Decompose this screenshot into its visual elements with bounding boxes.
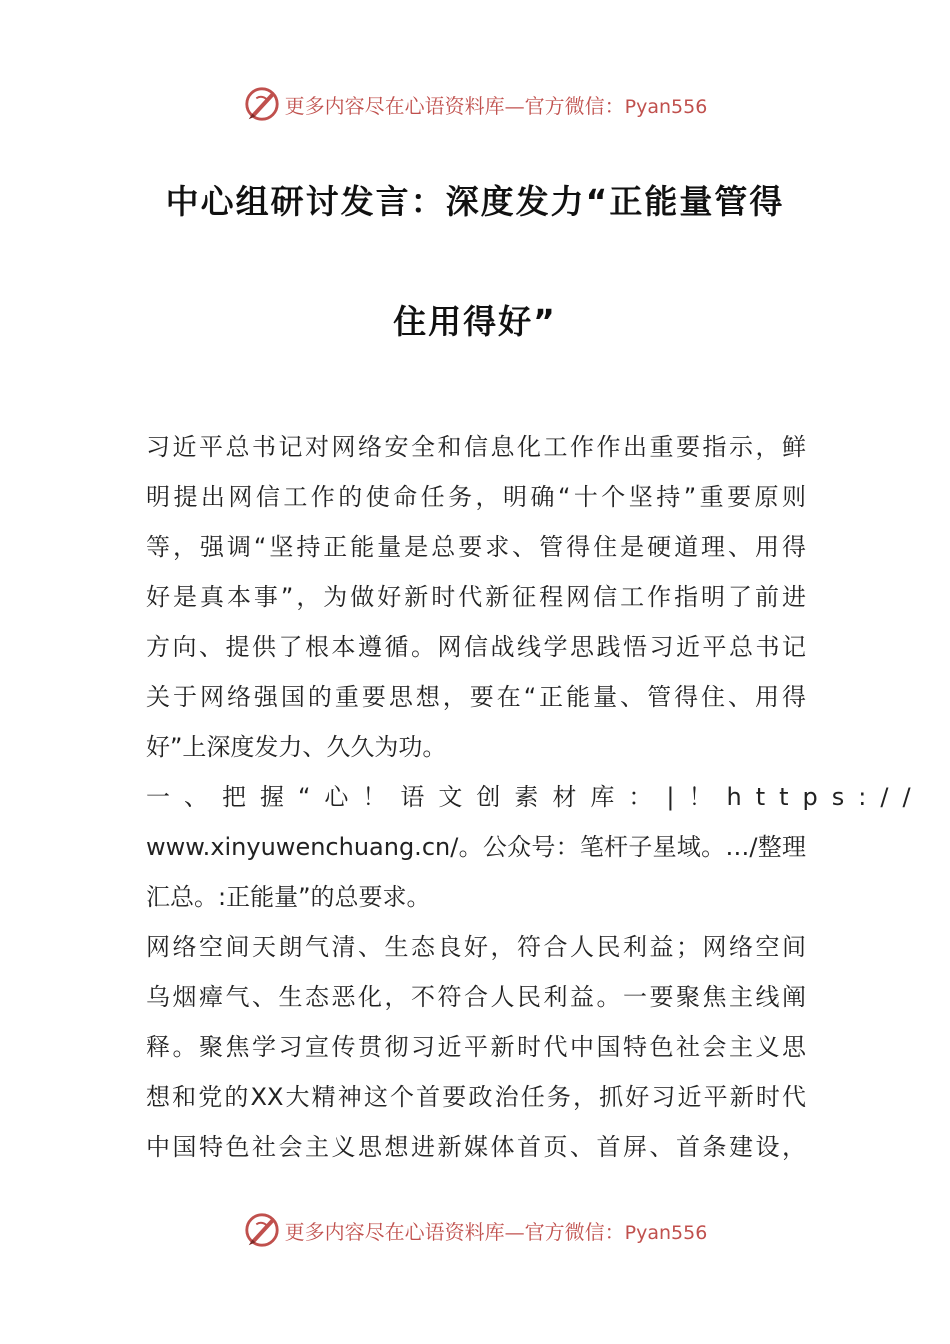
body-line: www.xinyuwenchuang.cn/。公众号：笔杆子星域。…/整理 (146, 833, 806, 861)
body-line: 中国特色社会主义思想进新媒体首页、首屏、首条建设， (146, 1133, 806, 1161)
body-line: 一、把握“心！语文创素材库：|！https:// (146, 783, 925, 811)
body-line: 网络空间天朗气清、生态良好，符合人民利益；网络空间 (146, 933, 806, 961)
footer-watermark (0, 1208, 950, 1252)
body-line: 汇总。:正能量”的总要求。 (146, 883, 431, 911)
body-line: 明提出网信工作的使命任务，明确“十个坚持”重要原则 (146, 483, 806, 511)
body-line: 释。聚焦学习宣传贯彻习近平新时代中国特色社会主义思 (146, 1033, 806, 1061)
watermark-text: 更多内容尽在心语资料库—官方微信：Pyan556 (284, 1219, 708, 1244)
watermark-account: Pyan556 (624, 1221, 708, 1244)
document-title-line-2: 住用得好” (393, 302, 557, 341)
body-line: 想和党的XX大精神这个首要政治任务，抓好习近平新时代 (146, 1083, 806, 1111)
pen-logo-icon (243, 1211, 281, 1249)
pen-logo-icon (243, 85, 281, 123)
document-title-line-1: 中心组研讨发言：深度发力“正能量管得 (165, 182, 785, 221)
body-line: 等，强调“坚持正能量是总要求、管得住是硬道理、用得 (146, 533, 806, 561)
body-line: 方向、提供了根本遵循。网信战线学思践悟习近平总书记 (146, 633, 806, 661)
body-line: 好是真本事”，为做好新时代新征程网信工作指明了前进 (146, 583, 806, 611)
watermark-account: Pyan556 (624, 95, 708, 118)
body-line: 好”上深度发力、久久为功。 (146, 733, 447, 761)
body-line: 习近平总书记对网络安全和信息化工作作出重要指示，鲜 (146, 433, 806, 461)
body-line: 关于网络强国的重要思想，要在“正能量、管得住、用得 (146, 683, 806, 711)
header-watermark (0, 82, 950, 126)
watermark-text: 更多内容尽在心语资料库—官方微信：Pyan556 (284, 93, 708, 118)
body-line: 乌烟瘴气、生态恶化，不符合人民利益。一要聚焦主线阐 (146, 983, 806, 1011)
